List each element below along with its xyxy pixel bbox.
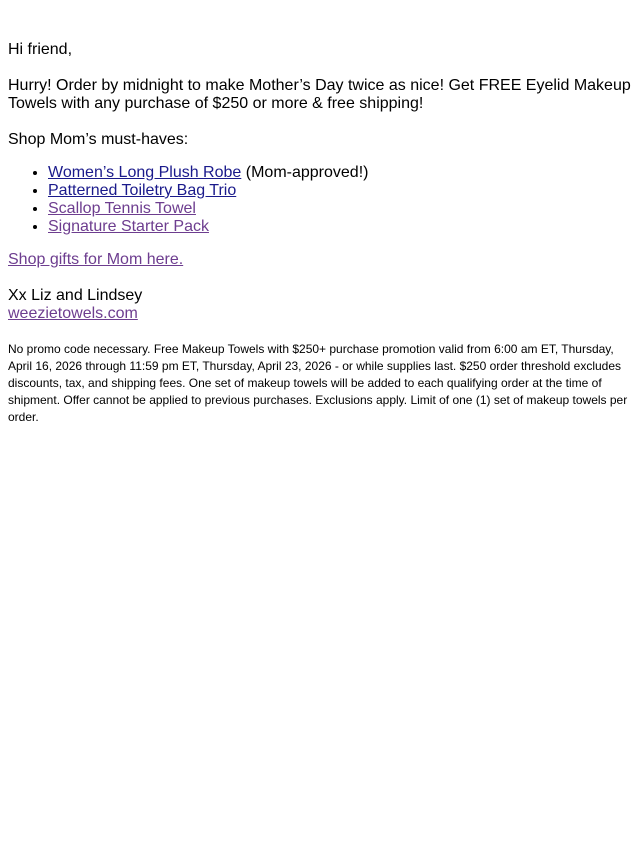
promo-intro-text: Hurry! Order by midnight to make Mother’s Day twice as nice! Get FREE Eyelid Makeup Towels with any purchase of $250 or more & free shipping! <box>8 77 631 112</box>
product-link-list <box>8 164 632 236</box>
robe-link[interactable]: Women’s Long Plush Robe <box>48 164 242 181</box>
robe-note-text: (Mom-approved!) <box>241 164 369 181</box>
gifts-paragraph <box>8 251 632 269</box>
signoff-text: Xx Liz and Lindsey <box>8 287 143 304</box>
signature-block <box>8 287 632 323</box>
toiletry-bag-link[interactable]: Patterned Toiletry Bag Trio <box>48 182 237 199</box>
list-item <box>48 182 632 200</box>
list-item <box>48 200 632 218</box>
shop-gifts-link[interactable]: Shop gifts for Mom here. <box>8 251 184 268</box>
starter-pack-link[interactable]: Signature Starter Pack <box>48 218 209 235</box>
disclaimer-text: No promo code necessary. Free Makeup Towels with $250+ purchase promotion valid from 6:00 am ET, Thursday, April 16, 2026 through 11:59 pm ET, Thursday, April 23, 2026 - or while supplies last. $250 order threshold excludes discounts, tax, and shipping fees. One set of makeup towels will be added to each qualifying order at the time of shipment. Offer cannot be applied to previous purchases. Exclusions apply. Limit of one (1) set of makeup towels per order. <box>8 342 628 424</box>
shop-heading-text: Shop Mom’s must-haves: <box>8 131 189 148</box>
greeting-text: Hi friend, <box>8 41 73 58</box>
list-item <box>48 218 632 236</box>
tennis-towel-link[interactable]: Scallop Tennis Towel <box>48 200 196 217</box>
email-body <box>0 0 640 426</box>
website-link[interactable]: weezietowels.com <box>8 305 138 322</box>
list-item <box>48 164 632 182</box>
